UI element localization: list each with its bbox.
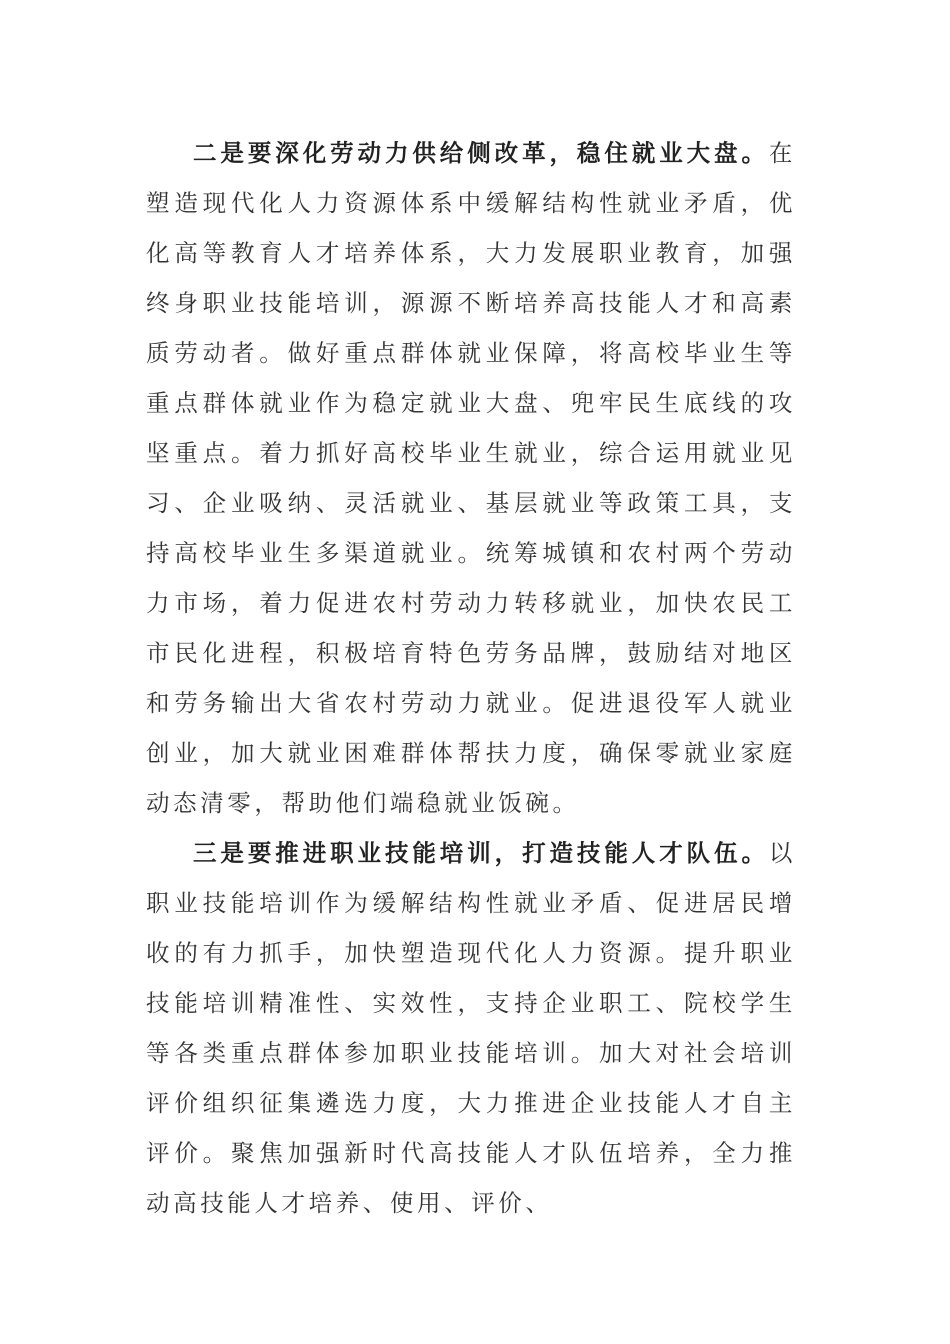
paragraph-skills-training [146, 828, 796, 1228]
document-page [146, 128, 796, 1228]
paragraph-employment-supply [146, 128, 796, 828]
paragraph-heading: 二是要深化劳动力供给侧改革，稳住就业大盘。 [193, 139, 769, 167]
paragraph-heading: 三是要推进职业技能培训，打造技能人才队伍。 [193, 839, 769, 867]
paragraph-body: 在塑造现代化人力资源体系中缓解结构性就业矛盾，优化高等教育人才培养体系，大力发展职业教育，加强终身职业技能培训，源源不断培养高技能人才和高素质劳动者。做好重点群体就业保障，将高校毕业生等重点群体就业作为稳定就业大盘、兜牢民生底线的攻坚重点。着力抓好高校毕业生就业，综合运用就业见习、企业吸纳、灵活就业、基层就业等政策工具，支持高校毕业生多渠道就业。统筹城镇和农村两个劳动力市场，着力促进农村劳动力转移就业，加快农民工市民化进程，积极培育特色劳务品牌，鼓励结对地区和劳务输出大省农村劳动力就业。促进退役军人就业创业，加大就业困难群体帮扶力度，确保零就业家庭动态清零，帮助他们端稳就业饭碗。 [146, 139, 796, 817]
paragraph-body: 以职业技能培训作为缓解结构性就业矛盾、促进居民增收的有力抓手，加快塑造现代化人力资源。提升职业技能培训精准性、实效性，支持企业职工、院校学生等各类重点群体参加职业技能培训。加大对社会培训评价组织征集遴选力度，大力推进企业技能人才自主评价。聚焦加强新时代高技能人才队伍培养，全力推动高技能人才培养、使用、评价、 [146, 839, 796, 1217]
